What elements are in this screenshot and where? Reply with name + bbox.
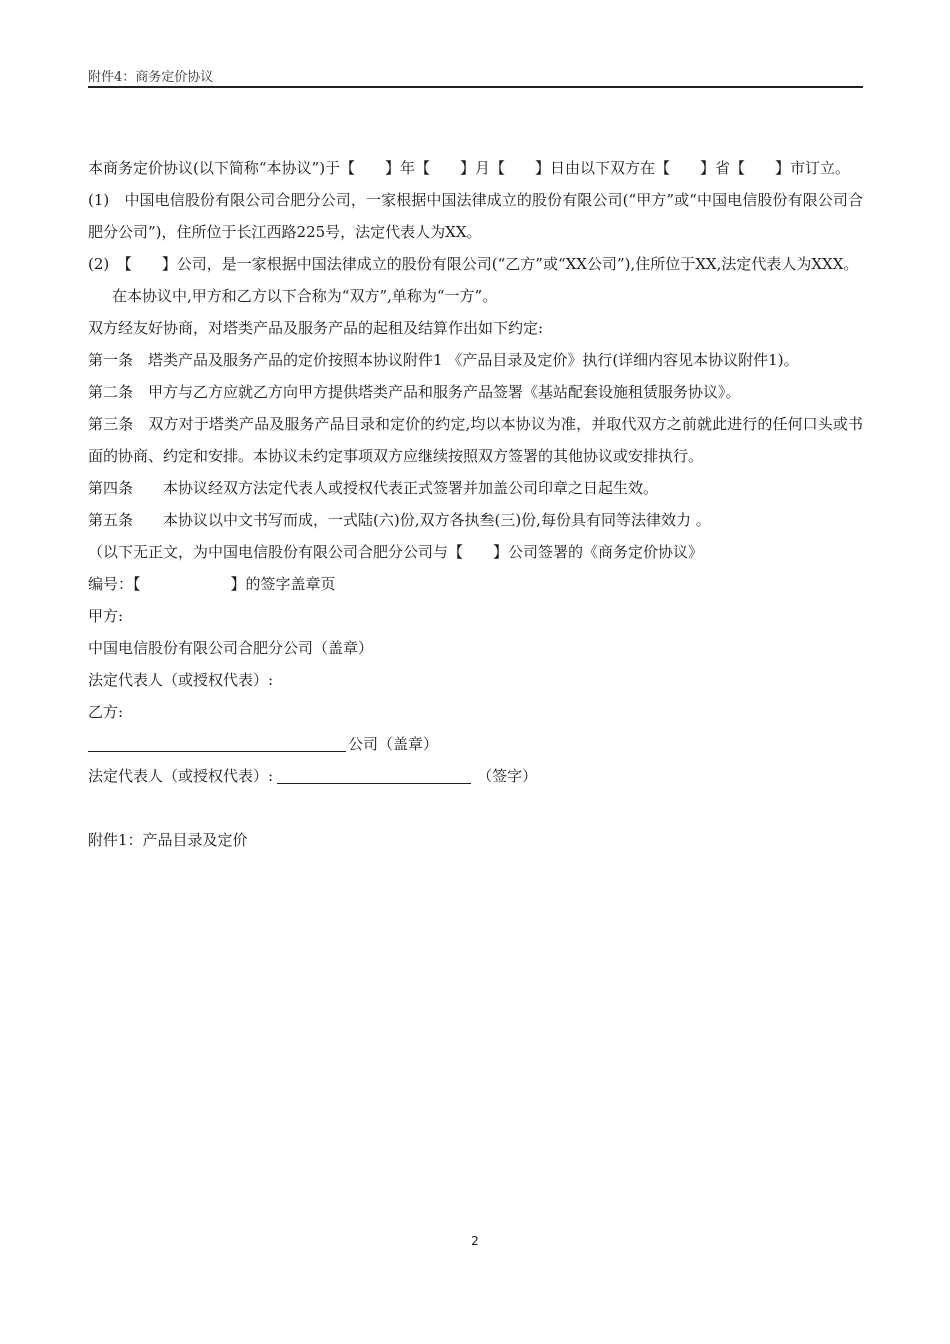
- party-a-clause: (1) 中国电信股份有限公司合肥分公司，一家根据中国法律成立的股份有限公司(“甲方”或“中国电信股份有限公司合肥分公司”)，住所位于长江西路225号，法定代表人为XX。: [88, 191, 863, 241]
- page-number: 2: [471, 1234, 479, 1248]
- party-b-representative: 法定代表人（或授权代表）:: [88, 767, 274, 785]
- document-body: [88, 152, 863, 856]
- party-b-signature-blank: [277, 763, 471, 784]
- party-a-representative: 法定代表人（或授权代表）:: [88, 671, 274, 689]
- page-header: [88, 62, 863, 88]
- party-b-signature-label: （签字）: [477, 767, 538, 785]
- header-title: 附件4：商务定价协议: [88, 70, 214, 85]
- party-b-company-line: [88, 728, 863, 760]
- definitions-paragraph: 在本协议中,甲方和乙方以下合称为“双方”,单称为“一方”。: [112, 287, 498, 305]
- party-b-company-blank: [88, 731, 346, 752]
- party-b-representative-line: [88, 760, 863, 792]
- party-a-label: 甲方:: [88, 607, 124, 625]
- article-1: 第一条 塔类产品及服务产品的定价按照本协议附件1 《产品目录及定价》执行(详细内容见本协议附件1)。: [88, 351, 799, 369]
- signature-page-number: 编号：【 】的签字盖章页: [88, 575, 336, 593]
- section-spacer: [88, 792, 863, 824]
- article-3: 第三条 双方对于塔类产品及服务产品目录和定价的约定,均以本协议为准，并取代双方之前就此进行的任何口头或书面的协商、约定和安排。本协议未约定事项双方应继续按照双方签署的其他协议或安排执行。: [88, 415, 863, 465]
- intro-paragraph: 本商务定价协议(以下简称“本协议”)于【 】年【 】月【 】日由以下双方在【 】省【 】市订立。: [88, 159, 851, 177]
- party-b-label: 乙方:: [88, 703, 124, 721]
- no-further-text-note: （以下无正文，为中国电信股份有限公司合肥分公司与【 】公司签署的《商务定价协议》: [88, 543, 704, 561]
- appendix-title: 附件1：产品目录及定价: [88, 831, 248, 849]
- article-4: 第四条 本协议经双方法定代表人或授权代表正式签署并加盖公司印章之日起生效。: [88, 479, 659, 497]
- agreement-preamble: 双方经友好协商，对塔类产品及服务产品的起租及结算作出如下约定:: [88, 319, 544, 337]
- party-b-clause: (2) 【 】公司，是一家根据中国法律成立的股份有限公司(“乙方”或“XX公司”),住所位于XX,法定代表人为XXX。: [88, 255, 859, 273]
- article-2: 第二条 甲方与乙方应就乙方向甲方提供塔类产品和服务产品签署《基站配套设施租赁服务协议》。: [88, 383, 741, 401]
- article-5: 第五条 本协议以中文书写而成，一式陆(六)份,双方各执叁(三)份,每份具有同等法律效力 。: [88, 511, 711, 529]
- party-a-company-seal: 中国电信股份有限公司合肥分公司（盖章）: [88, 639, 374, 657]
- party-b-company-seal: 公司（盖章）: [348, 735, 439, 753]
